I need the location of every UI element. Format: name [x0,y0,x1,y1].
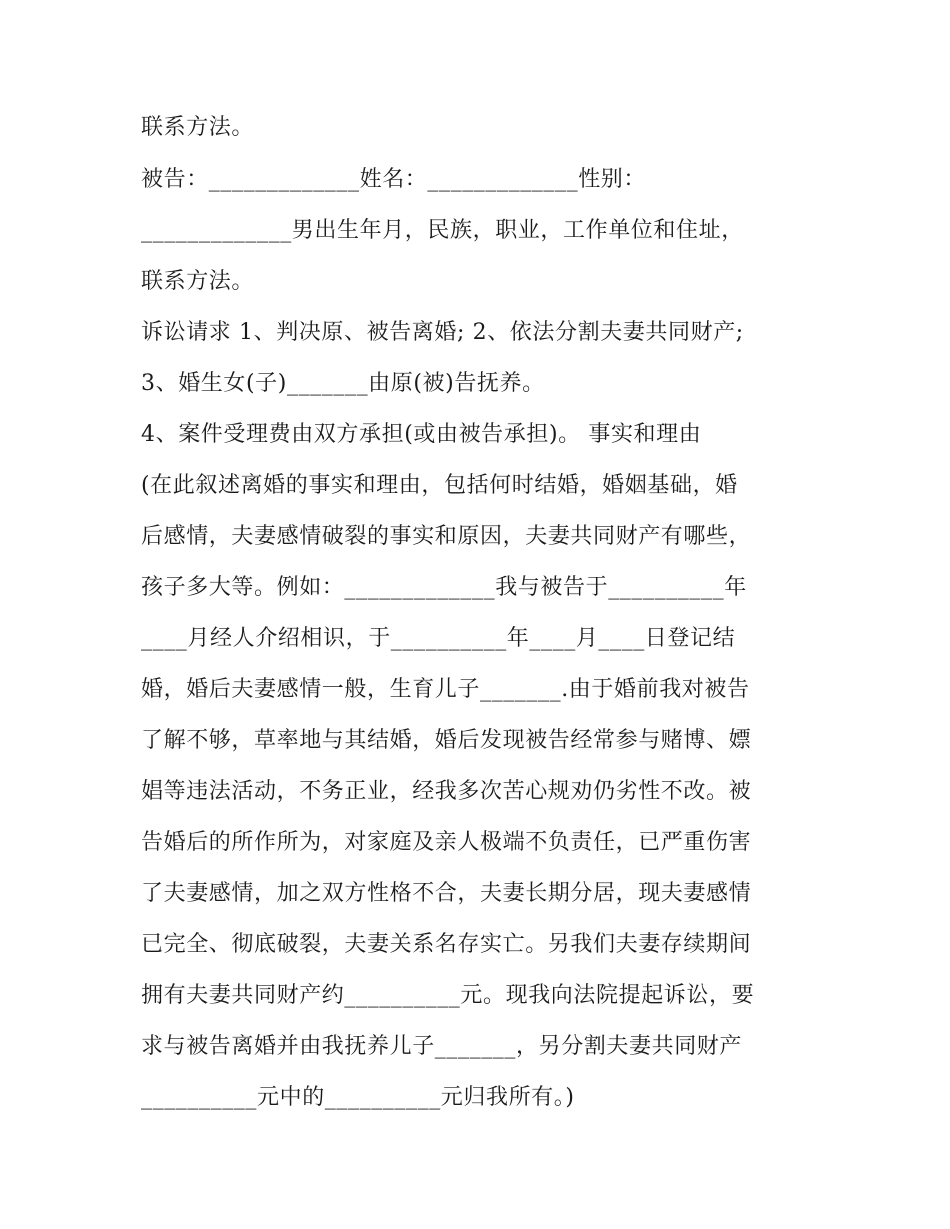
text-line: __________元中的__________元归我所有。) [141,1085,575,1110]
text-line: 联系方法。 [141,115,255,140]
text-line: ____月经人介绍相识，于__________年____月____日登记结 [141,626,736,651]
text-line: 已完全、彻底破裂，夫妻关系名存实亡。另我们夫妻存续期间 [141,932,752,957]
text-line: 告婚后的所作所为，对家庭及亲人极端不负责任，已严重伤害 [141,830,752,855]
text-line: 娼等违法活动，不务正业，经我多次苦心规劝仍劣性不改。被 [141,779,752,804]
text-line: 了解不够，草率地与其结婚，婚后发现被告经常参与赌博、嫖 [141,728,752,753]
text-line: 后感情，夫妻感情破裂的事实和原因，夫妻共同财产有哪些， [141,524,752,549]
text-line: 诉讼请求 1、判决原、被告离婚; 2、依法分割夫妻共同财产; [141,320,744,345]
text-line: 求与被告离婚并由我抚养儿子_______，另分割夫妻共同财产 [141,1034,743,1059]
text-line: 孩子多大等。例如：_____________我与被告于__________年 [141,575,747,600]
text-line: 婚，婚后夫妻感情一般，生育儿子_______.由于婚前我对被告 [141,677,750,702]
text-line: 被告：_____________姓名：_____________性别： [141,167,647,192]
text-line: 4、案件受理费由双方承担(或由被告承担)。 事实和理由 [141,422,702,447]
text-line: 3、婚生女(子)_______由原(被)告抚养。 [141,371,545,396]
text-line: _____________男出生年月，民族，职业，工作单位和住址， [141,218,744,243]
text-line: 拥有夫妻共同财产约__________元。现我向法院提起诉讼，要 [141,983,755,1008]
text-line: 联系方法。 [141,269,255,294]
text-line: (在此叙述离婚的事实和理由，包括何时结婚，婚姻基础，婚 [141,473,738,498]
text-line: 了夫妻感情，加之双方性格不合，夫妻长期分居，现夫妻感情 [141,881,752,906]
